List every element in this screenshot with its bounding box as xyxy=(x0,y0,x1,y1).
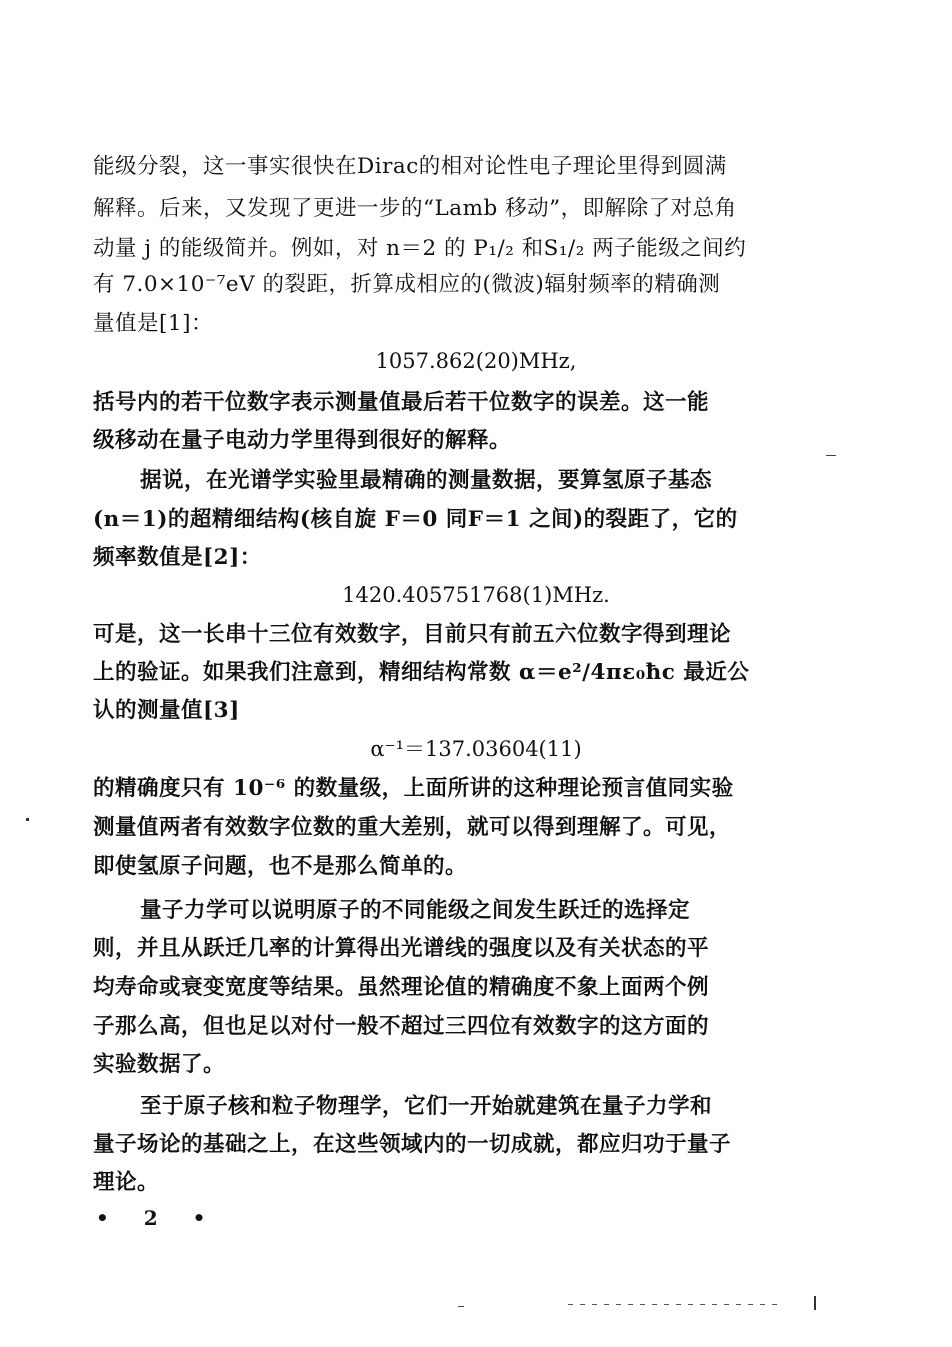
text-line: (n＝1)的超精细结构(核自旋 F＝0 同F＝1 之间)的裂距了，它的 xyxy=(93,507,738,532)
text-line: 理论。 xyxy=(93,1170,160,1195)
equation-2: 1420.405751768(1)MHz. xyxy=(342,583,610,607)
text-line: 至于原子核和粒子物理学，它们一开始就建筑在量子力学和 xyxy=(140,1094,713,1119)
text-line: 能级分裂，这一事实很快在Dirac的相对论性电子理论里得到圆满 xyxy=(93,154,727,179)
text-line: 解释。后来，又发现了更进一步的“Lamb 移动”，即解除了对总角 xyxy=(93,196,737,221)
text-line: 量子场论的基础之上，在这些领域内的一切成就，都应归功于量子 xyxy=(93,1132,732,1157)
text-line: 则，并且从跃迁几率的计算得出光谱线的强度以及有关状态的平 xyxy=(93,936,710,961)
equation-3: α⁻¹＝137.03604(11) xyxy=(370,737,582,761)
page-number: • 2 • xyxy=(96,1206,220,1230)
text-line: 量值是[1]： xyxy=(93,311,213,336)
text-line: 频率数值是[2]： xyxy=(93,545,262,570)
text-line: 上的验证。如果我们注意到，精细结构常数 α＝e²/4πε₀ħc 最近公 xyxy=(93,660,750,685)
scan-mark xyxy=(826,455,836,456)
text-line: 可是，这一长串十三位有效数字，目前只有前五六位数字得到理论 xyxy=(93,622,732,647)
text-line: 动量 j 的能级简并。例如，对 n＝2 的 P₁/₂ 和S₁/₂ 两子能级之间约 xyxy=(93,236,747,261)
scan-speck xyxy=(26,818,29,821)
scan-mark xyxy=(458,1306,464,1307)
text-line: 均寿命或衰变宽度等结果。虽然理论值的精确度不象上面两个例 xyxy=(93,975,710,1000)
text-line: 实验数据了。 xyxy=(93,1052,226,1077)
text-line: 子那么高，但也足以对付一般不超过三四位有效数字的这方面的 xyxy=(93,1014,710,1039)
scan-mark xyxy=(568,1304,778,1305)
text-line: 据说，在光谱学实验里最精确的测量数据，要算氢原子基态 xyxy=(140,468,713,493)
scan-mark xyxy=(814,1296,816,1310)
text-line: 即使氢原子问题，也不是那么简单的。 xyxy=(93,854,468,879)
text-line: 有 7.0×10⁻⁷eV 的裂距，折算成相应的(微波)辐射频率的精确测 xyxy=(93,272,721,297)
text-line: 括号内的若干位数字表示测量值最后若干位数字的误差。这一能 xyxy=(93,390,710,415)
equation-1: 1057.862(20)MHz, xyxy=(375,349,577,373)
text-line: 的精确度只有 10⁻⁶ 的数量级，上面所讲的这种理论预言值同实验 xyxy=(93,776,734,801)
text-line: 级移动在量子电动力学里得到很好的解释。 xyxy=(93,428,512,453)
text-line: 量子力学可以说明原子的不同能级之间发生跃迁的选择定 xyxy=(140,898,691,923)
text-line: 测量值两者有效数字位数的重大差别，就可以得到理解了。可见， xyxy=(93,815,732,840)
text-line: 认的测量值[3] xyxy=(93,698,240,723)
